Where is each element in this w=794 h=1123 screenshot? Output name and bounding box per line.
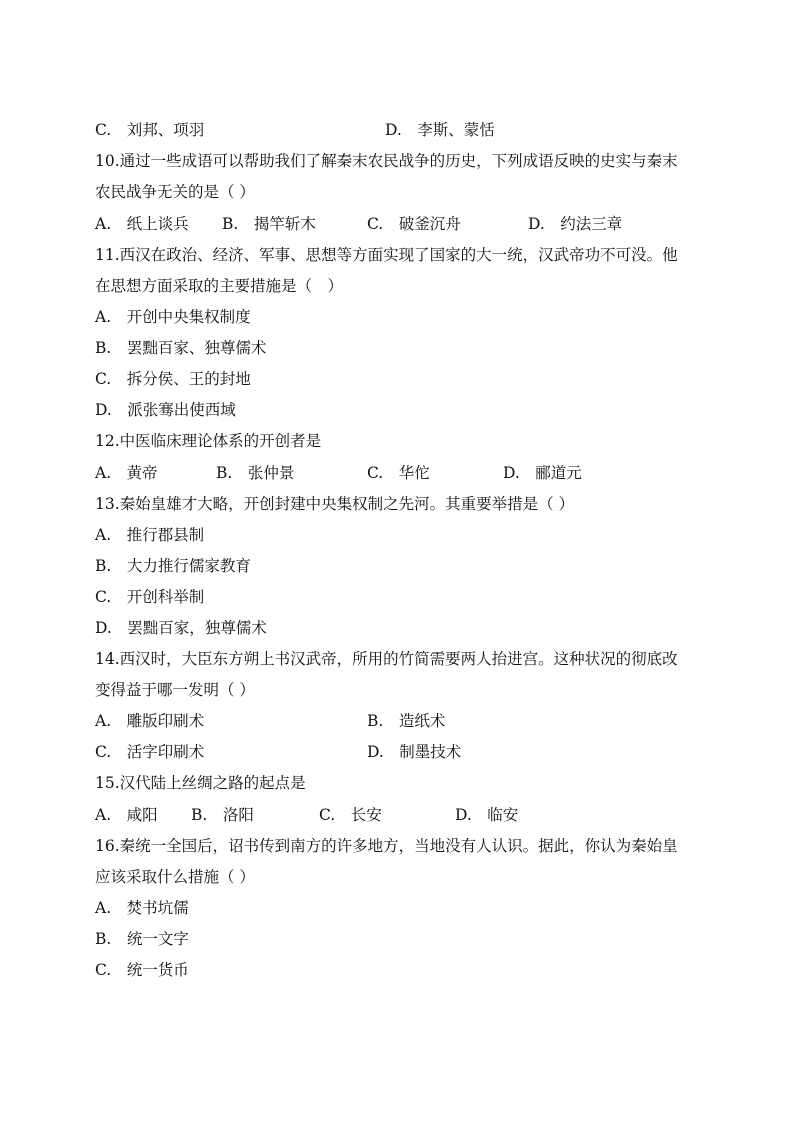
q13-option-a: A. 推行郡县制 <box>95 526 205 544</box>
q10-stem-line2: 农民战争无关的是（ ） <box>95 183 255 201</box>
q12-option-b: B. 张仲景 <box>216 464 295 482</box>
q14-option-d: D. 制墨技术 <box>367 743 462 761</box>
q14-stem-line1: 14.西汉时，大臣东方朔上书汉武帝，所用的竹简需要两人抬进宫。这种状况的彻底改 <box>95 650 678 668</box>
q13-stem: 13.秦始皇雄才大略，开创封建中央集权制之先河。其重要举措是（ ） <box>95 495 575 513</box>
q14-stem-line2: 变得益于哪一发明（ ） <box>95 681 255 699</box>
q12-stem: 12.中医临床理论体系的开创者是 <box>95 432 322 450</box>
q11-option-c: C. 拆分侯、王的封地 <box>95 370 251 388</box>
q12-option-c: C. 华佗 <box>367 464 430 482</box>
q15-option-d: D. 临安 <box>455 806 519 824</box>
q11-stem-line1: 11.西汉在政治、经济、军事、思想等方面实现了国家的大一统，汉武帝功不可没。他 <box>95 246 678 264</box>
q9-option-d: D. 李斯、蒙恬 <box>385 121 495 139</box>
q10-stem-line1: 10.通过一些成语可以帮助我们了解秦末农民战争的历史，下列成语反映的史实与秦末 <box>95 152 678 170</box>
q16-option-a: A. 焚书坑儒 <box>95 899 189 917</box>
q10-option-a: A. 纸上谈兵 <box>95 215 189 233</box>
q9-option-c: C. 刘邦、项羽 <box>95 121 205 139</box>
q14-option-a: A. 雕版印刷术 <box>95 712 205 730</box>
q14-option-b: B. 造纸术 <box>367 712 446 730</box>
q16-stem-line2: 应该采取什么措施（ ） <box>95 868 255 886</box>
q12-option-d: D. 郦道元 <box>503 464 582 482</box>
q11-option-d: D. 派张骞出使西域 <box>95 401 236 419</box>
q10-option-d: D. 约法三章 <box>528 215 623 233</box>
q11-option-b: B. 罢黜百家、独尊儒术 <box>95 339 267 357</box>
q13-option-c: C. 开创科举制 <box>95 588 205 606</box>
q14-option-c: C. 活字印刷术 <box>95 743 205 761</box>
q12-option-a: A. 黄帝 <box>95 464 158 482</box>
q15-option-a: A. 咸阳 <box>95 806 158 824</box>
q16-option-c: C. 统一货币 <box>95 961 189 979</box>
q16-stem-line1: 16.秦统一全国后，诏书传到南方的许多地方，当地没有人认识。据此，你认为秦始皇 <box>95 837 678 855</box>
q11-option-a: A. 开创中央集权制度 <box>95 308 251 326</box>
q15-option-c: C. 长安 <box>319 806 382 824</box>
q13-option-b: B. 大力推行儒家教育 <box>95 557 251 575</box>
q15-option-b: B. 洛阳 <box>191 806 254 824</box>
q10-option-b: B. 揭竿斩木 <box>222 215 316 233</box>
q13-option-d: D. 罢黜百家，独尊儒术 <box>95 619 267 637</box>
q15-stem: 15.汉代陆上丝绸之路的起点是 <box>95 774 306 792</box>
q11-stem-line2: 在思想方面采取的主要措施是（ ） <box>95 277 344 295</box>
q16-option-b: B. 统一文字 <box>95 930 189 948</box>
q10-option-c: C. 破釜沉舟 <box>367 215 461 233</box>
